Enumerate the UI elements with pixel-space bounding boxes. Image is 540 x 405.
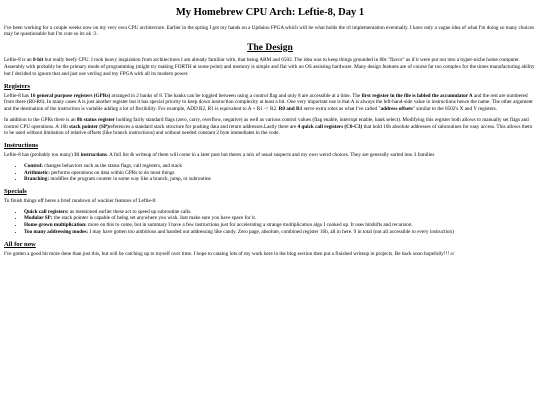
instructions-heading: Instructions (4, 142, 39, 150)
all-for-now-heading: All for now (4, 240, 36, 248)
list-item: • Quick call registers: as mentioned earlier these act to speed up subroutine calls. (24, 209, 536, 216)
instruction-families-list (4, 163, 536, 183)
list-item: • Too many addressing modes: I may have gotten too ambitious and handed out addressing like candy. Zero page, absolute, combined register 16b, all in here. 9 in total (not all accessible to every instruction) (24, 229, 536, 236)
list-item: • Home grown multiplication: more on this to come, but in summary I have a few instructions just for accelerating a strange multiplication algo I cooked up. It uses bitshifts and recursion. (24, 222, 536, 229)
intro-paragraph: I've been working for a couple weeks now on my very own CPU architecture. Earlier in the spring I got my hands on a Updaino FPGA which will be what holds the irl implementation eventually. I have only a vague idea of what I'm doing so many choices may be questionable but I'm cute so its ok :3 . (4, 24, 535, 38)
specials-heading: Specials (4, 188, 27, 196)
specials-paragraph: To finish things off heres a brief rundown of wackier features of Leftie-8: (4, 197, 157, 204)
registers-paragraph-1: Leftie-8 has 16 general purpose registers (GPRs) arranged in 2 banks of 8. The banks can be toggled between using a control flag and only 8 are accessible at a time. The first register in the file is labled the accumulator A and the rest are numbered from there (R0-R6). In many cases A is just another register but it has special priority to keep down instruction complexity at least a bit. One very important use is that A is always the left-hand-side value in instructions hence the name. The other argument and the destination of the instruction is variable adding a lot of flexibility. For example, ADD R2, R1 is equivalent to A + R1 -> R2. R0 and R1 serve extra roles as what I've called "address offsets" similar to the 6502's X and Y registers. (4, 92, 533, 113)
list-item: • Control: changes behaviors such as the status flags, call registers, and stack (24, 163, 536, 170)
list-item: • Branching: modifies the program counter in some way like a branch, jump, or subroutine (24, 176, 536, 183)
registers-heading: Registers (4, 82, 30, 90)
closing-paragraph: I've gotten a good bit more done than just this, but will be catching up to myself over time. I hope to catalog lots of my work here in the blog section then put a finished writeup in projects. Be back soon hopefully!!! o/ (4, 250, 455, 257)
list-item: • Modular SP: the stack pointer is capable of being set anywhere you wish. Just make sure you have space for it. (24, 215, 536, 222)
registers-paragraph-2: In addition to the GPRs there is an 8b status register holding fairly standard flags (zero, carry, overflow, negative) as well as various control values (flag enable, interrupt enable, bank select). Modifying this register both allows to manually set flags and control CPU operations. A 16b stack pointer (SP)references a standard stack structure for pushing data and return addresses.Lastly there are 4 quick call registers (C0-C3) that hold 16b absolute addresses of subroutines for easy access. This allows them to be used without limitation of relative offsets (like branch instructions) and without needed constant 2 byte immediates in the code. (4, 116, 533, 137)
page-title: My Homebrew CPU Arch: Leftie-8, Day 1 (175, 7, 365, 18)
design-paragraph: Leftie-8 is an 8-bit but really beefy CPU. I took heavy inspiration from architectures I am already familiar with, that being ARM and 6502. The idea was to keep things grounded in 80s "flavor" as if it were put out into a hyper-niche home computer. Assembly with probably be the primary mode of programming (might try making FORTH at some point) and memory is simple and flat with no OS assisting hardware. Many design features are of course far too complex for the times manufacturing ability but I decided to ignore that and just use verilog and my FPGA with all its modern power. (4, 57, 535, 77)
list-item: • Arithmetic: performs operations on data within GPRs to do most things (24, 170, 536, 177)
specials-list (4, 209, 536, 236)
design-heading: The Design (247, 43, 293, 54)
instructions-paragraph: Leftie-8 has (probably too many) 31 instructions. A full list & writeup of them will come in a later post but theres a mix of usual suspects and my own weird choices. They are generally sorted into 3 families (4, 152, 435, 159)
